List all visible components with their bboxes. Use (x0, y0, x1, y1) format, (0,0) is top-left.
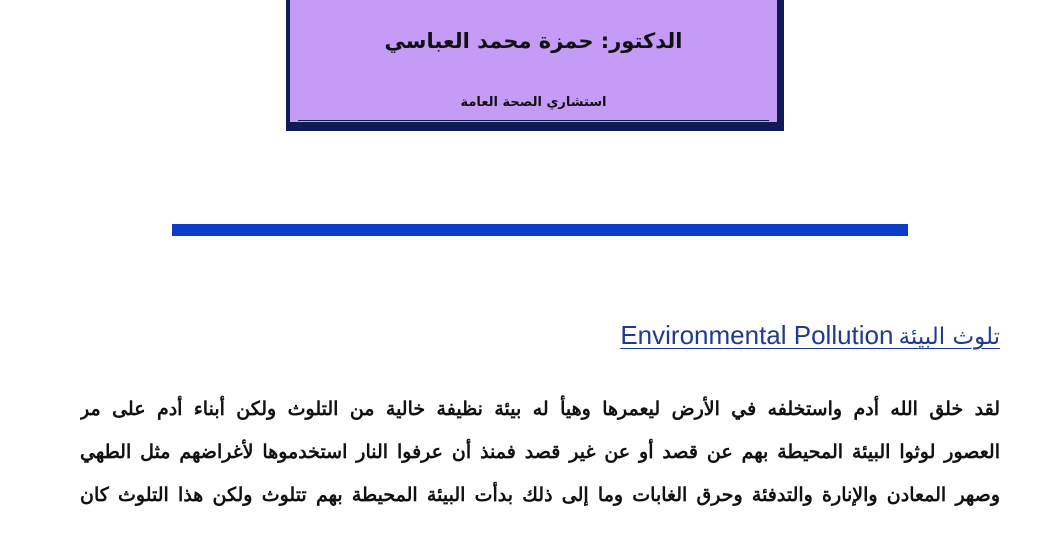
doctor-role: استشاري الصحة العامة (460, 95, 607, 110)
section-title-english: Environmental Pollution (620, 320, 894, 350)
title-box (286, 0, 784, 131)
paragraph-line: العصور لوثوا البيئة المحيطة بهم عن قصد أو عن غير قصد فمنذ أن عرفوا النار استخدموها لأغراضهم مثل الطهي (80, 441, 1000, 463)
section-heading[interactable] (620, 320, 1000, 351)
section-divider-bar (172, 224, 908, 236)
title-box-rule (298, 120, 769, 121)
paragraph-line: وصهر المعادن والإنارة والتدفئة وحرق الغابات وما إلى ذلك بدأت البيئة المحيطة بهم تتلوث ولكن هذا التلوث كان (80, 484, 1000, 506)
section-title-arabic: تلوث البيئة (898, 324, 1000, 350)
body-paragraph (80, 388, 1000, 517)
paragraph-line: لقد خلق الله أدم واستخلفه في الأرض ليعمرها وهيأ له بيئة نظيفة خالية من التلوث ولكن أبناء أدم على مر (80, 398, 1000, 420)
doctor-name: الدكتور: حمزة محمد العباسي (384, 29, 683, 53)
